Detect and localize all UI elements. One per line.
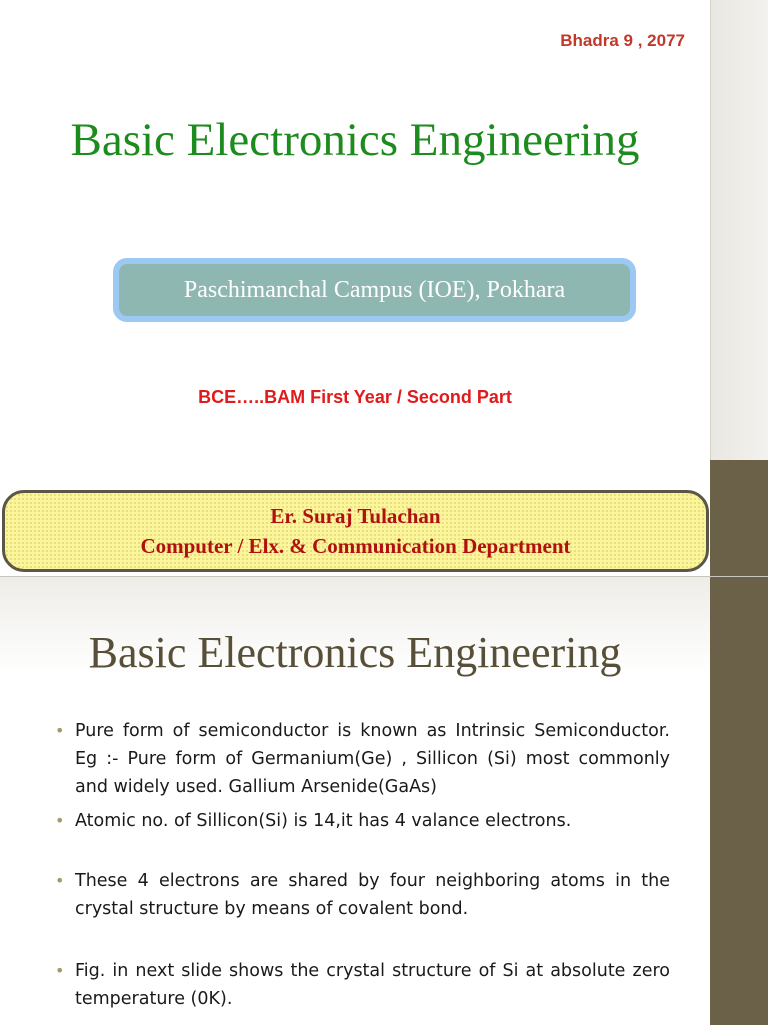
content-slide	[0, 576, 768, 1025]
slide-sidebar-light	[710, 0, 768, 460]
slide-title: Basic Electronics Engineering	[70, 114, 640, 166]
bullet-dot-icon: •	[55, 961, 65, 980]
campus-name: Paschimanchal Campus (IOE), Pokhara	[183, 276, 566, 303]
bullet-item	[52, 807, 670, 835]
bullet-text: Atomic no. of Sillicon(Si) is 14,it has 4 valance electrons.	[75, 811, 572, 831]
bullet-item	[52, 957, 670, 1013]
author-name: Er. Suraj Tulachan	[270, 504, 441, 528]
bullet-dot-icon: •	[55, 721, 65, 740]
bullet-text: Pure form of semiconductor is known as Intrinsic Semiconductor. Eg :- Pure form of Germanium(Ge) , Sillicon (Si) most commonly and widely used. Gallium Arsenide(GaAs)	[75, 721, 670, 797]
slide-sidebar-dark	[710, 460, 768, 576]
bullet-item	[52, 717, 670, 801]
author-box	[2, 490, 709, 572]
bullet-dot-icon: •	[55, 811, 65, 830]
author-department: Computer / Elx. & Communication Department	[140, 534, 571, 558]
bullet-text: Fig. in next slide shows the crystal structure of Si at absolute zero temperature (0K).	[75, 961, 670, 1009]
slide-date: Bhadra 9 , 2077	[560, 31, 685, 50]
bullet-list	[52, 717, 670, 1013]
campus-banner	[113, 258, 636, 322]
course-label: BCE…..BAM First Year / Second Part	[198, 387, 512, 407]
bullet-dot-icon: •	[55, 871, 65, 890]
slide-sidebar-dark	[710, 577, 768, 1025]
bullet-text: These 4 electrons are shared by four neighboring atoms in the crystal structure by means of covalent bond.	[75, 871, 670, 919]
slide-title: Basic Electronics Engineering	[88, 628, 622, 677]
bullet-item	[52, 867, 670, 923]
